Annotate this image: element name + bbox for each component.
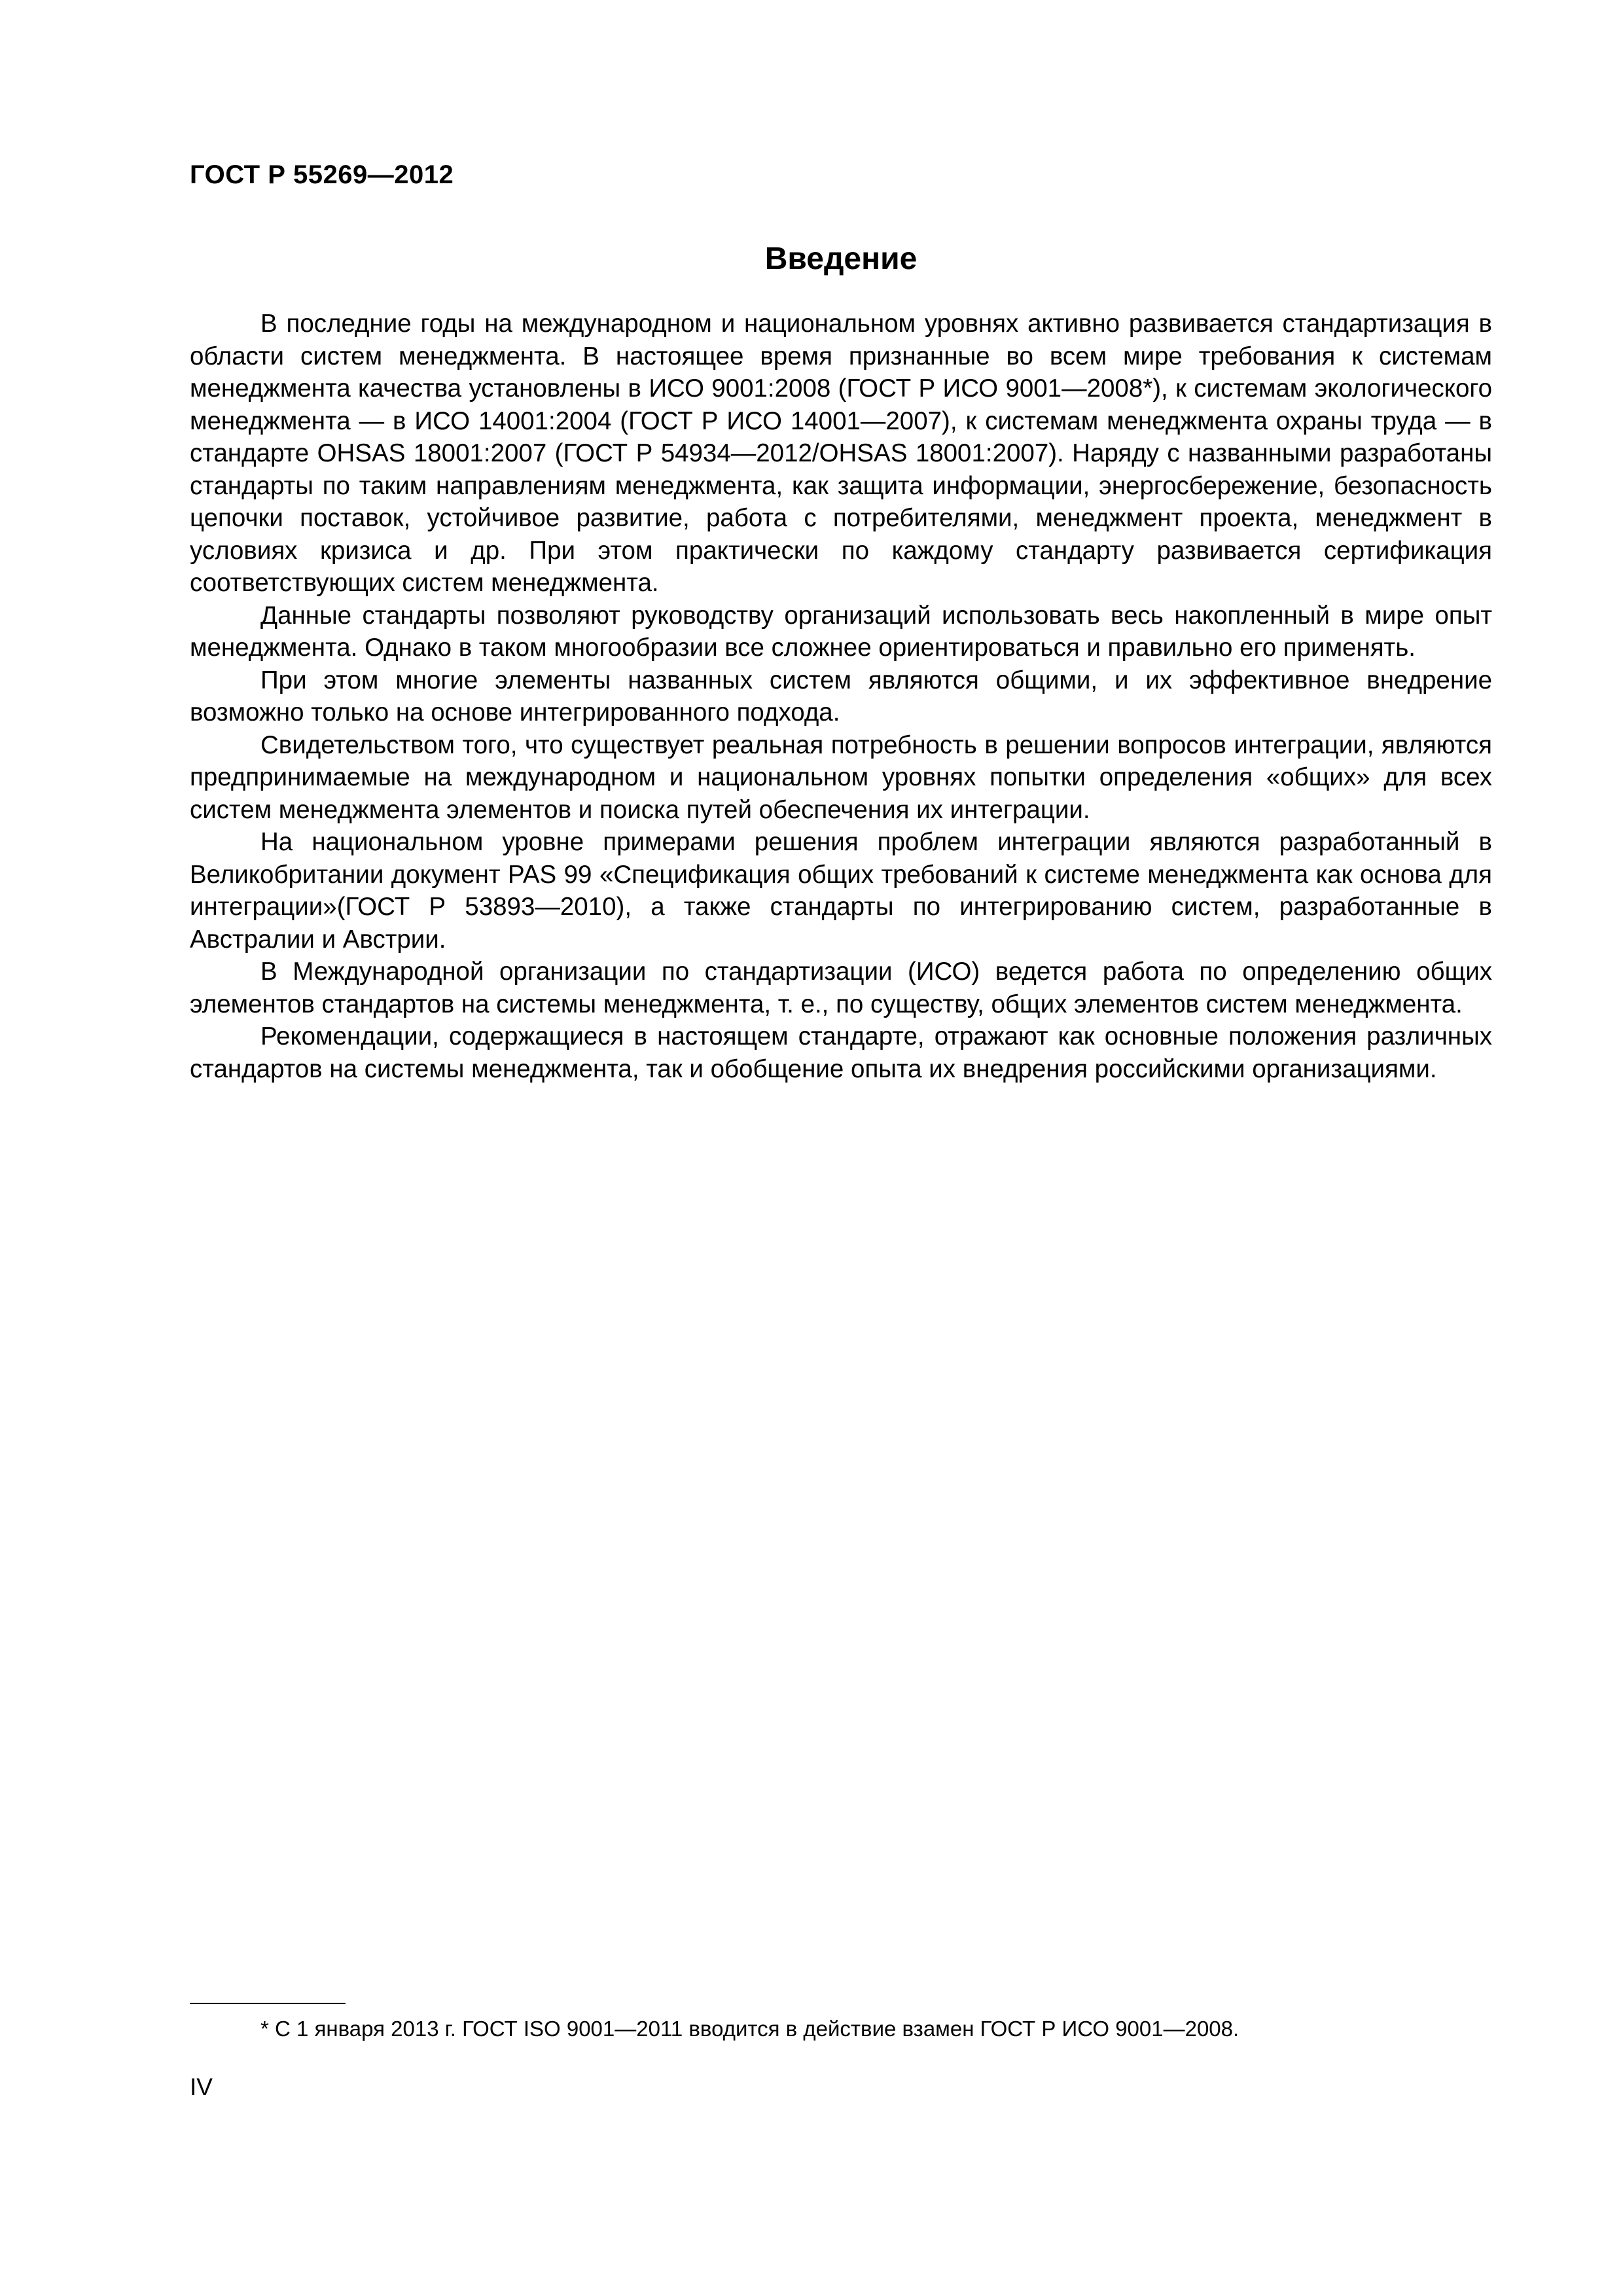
paragraph: Рекомендации, содержащиеся в настоящем стандарте, отражают как основные положения различных стандартов на системы менеджмента, так и обобщение опыта их внедрения российскими организациями. [190,1022,1492,1083]
paragraph: В последние годы на международном и национальном уровнях активно развивается стандартизация в области систем менеджмента. В настоящее время признанные во всем мире требования к системам менеджмента качества установлены в ИСО 9001:2008 (ГОСТ Р ИСО 9001—2008*), к системам экологического менеджмента — в ИСО 14001:2004 (ГОСТ Р ИСО 14001—2007), к системам менеджмента охраны труда — в стандарте OHSAS 18001:2007 (ГОСТ Р 54934—2012/OHSAS 18001:2007). Наряду с названными разработаны стандарты по таким направлениям менеджмента, как защита информации, энергосбережение, безопасность цепочки поставок, устойчивое развитие, работа с потребителями, менеджмент проекта, менеджмент в условиях кризиса и др. При этом практически по каждому стандарту развивается сертификация соответствующих систем менеджмента. [190,310,1492,597]
section-title: Введение [764,242,918,276]
body-text [190,308,1492,1085]
document-code: ГОСТ Р 55269—2012 [190,160,454,189]
paragraph: На национальном уровне примерами решения проблем интеграции являются разработанный в Великобритании документ PAS 99 «Спецификация общих требований к системе менеджмента как основа для интеграции»(ГОСТ Р 53893—2010), а также стандарты по интегрированию систем, разработанные в Австралии и Австрии. [190,828,1492,954]
paragraph: Свидетельством того, что существует реальная потребность в решении вопросов интеграции, являются предпринимаемые на международном и национальном уровнях попытки определения «общих» для всех систем менеджмента элементов и поиска путей обеспечения их интеграции. [190,730,1492,824]
paragraph: При этом многие элементы названных систем являются общими, и их эффективное внедрение возможно только на основе интегрированного подхода. [190,666,1492,726]
page-number: IV [190,2073,213,2100]
paragraph: В Международной организации по стандартизации (ИСО) ведется работа по определению общих элементов стандартов на системы менеджмента, т. е., по существу, общих элементов систем менеджмента. [190,958,1492,1018]
paragraph: Данные стандарты позволяют руководству организаций использовать весь накопленный в мире опыт менеджмента. Однако в таком многообразии все сложнее ориентироваться и правильно его применять. [190,601,1492,662]
footnote-divider [190,2003,346,2004]
footnote: * С 1 января 2013 г. ГОСТ ISO 9001—2011 вводится в действие взамен ГОСТ Р ИСО 9001—2008. [260,2017,1240,2041]
